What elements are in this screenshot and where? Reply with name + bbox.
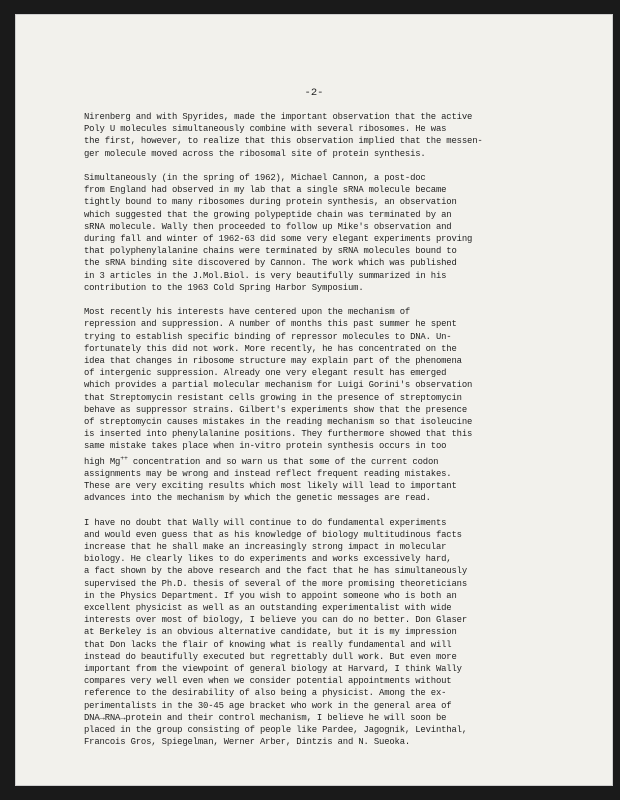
text-line: perimentalists in the 30-45 age bracket who work in the general area of: [84, 700, 452, 711]
text-line: in 3 articles in the J.Mol.Biol. is very beautifully summarized in his: [84, 270, 447, 281]
text-line: Francois Gros, Spiegelman, Werner Arber, Dintzis and N. Sueoka.: [84, 737, 411, 748]
text-line: assignments may be wrong and instead reflect frequent reading mistakes.: [84, 468, 452, 479]
text-line: which suggested that the growing polypeptide chain was terminated by an: [84, 209, 452, 220]
text-line: the sRNA binding site discovered by Cannon. The work which was published: [84, 258, 457, 269]
letter-body: [84, 111, 554, 761]
text-line: trying to establish specific binding of repressor molecules to DNA. Un-: [84, 331, 452, 342]
text-line: increase that he shall make an increasingly strong impact in molecular: [84, 542, 447, 553]
text-line: Simultaneously (in the spring of 1962), Michael Cannon, a post-doc: [84, 173, 426, 183]
page-number: -2-: [304, 87, 324, 99]
text-line: high Mg++ concentration and so warn us that some of the current codon: [84, 454, 439, 467]
letter-page: [15, 14, 613, 786]
text-line: ger molecule moved across the ribosomal site of protein synthesis.: [84, 148, 426, 159]
paragraph-3: [84, 306, 554, 504]
text-line: that polyphenylalanine chains were terminated by sRNA molecules bound to: [84, 246, 457, 257]
text-line: reference to the desirability of also being a physicist. Among the ex-: [84, 688, 447, 699]
text-line: instead do beautifully executed but regrettably dull work. But even more: [84, 651, 457, 662]
text-line: and would even guess that as his knowledge of biology multitudinous facts: [84, 529, 462, 540]
text-line: a fact shown by the above research and the fact that he has simultaneously: [84, 566, 468, 577]
text-line: DNA→RNA→protein and their control mechanism, I believe he will soon be: [84, 712, 447, 723]
paragraph-2: [84, 172, 554, 294]
paragraph-1: [84, 111, 554, 160]
text-line: behave as suppressor strains. Gilbert's experiments show that the presence: [84, 404, 468, 415]
text-line: contribution to the 1963 Cold Spring Harbor Symposium.: [84, 282, 364, 293]
text-line: important from the viewpoint of general biology at Harvard, I think Wally: [84, 664, 462, 675]
text-line: These are very exciting results which most likely will lead to important: [84, 481, 457, 492]
text-line: repression and suppression. A number of months this past summer he spent: [84, 319, 457, 330]
superscript: ++: [120, 454, 128, 462]
text-line: during fall and winter of 1962-63 did some very elegant experiments proving: [84, 234, 473, 245]
text-line: from England had observed in my lab that a single sRNA molecule became: [84, 185, 447, 196]
text-line: idea that changes in ribosome structure may explain part of the phenomena: [84, 356, 462, 367]
text-line: tightly bound to many ribosomes during protein synthesis, an observation: [84, 197, 457, 208]
text-line: excellent physicist as well as an outstanding experimentalist with wide: [84, 603, 452, 614]
text-line: Most recently his interests have centered upon the mechanism of: [84, 307, 411, 318]
text-line: same mistake takes place when in-vitro protein synthesis occurs in too: [84, 441, 447, 452]
text-line: fortunately this did not work. More recently, he has concentrated on the: [84, 343, 457, 354]
text-line: of intergenic suppression. Already one very elegant result has emerged: [84, 368, 447, 379]
text-line: biology. He clearly likes to do experiments and works excessively hard,: [84, 554, 452, 565]
text-line: the first, however, to realize that this observation implied that the messen-: [84, 136, 483, 147]
text-line: in the Physics Department. If you wish to appoint someone who is both an: [84, 590, 457, 601]
text-line: at Berkeley is an obvious alternative candidate, but it is my impression: [84, 627, 457, 638]
text-line: compares very well even when we consider potential appointments without: [84, 676, 452, 687]
text-line: I have no doubt that Wally will continue to do fundamental experiments: [84, 517, 447, 528]
paragraph-4: [84, 517, 554, 749]
text-line: placed in the group consisting of people like Pardee, Jagognik, Levinthal,: [84, 725, 468, 736]
text-line: Nirenberg and with Spyrides, made the important observation that the active: [84, 112, 473, 122]
text-line: interests over most of biology, I believe you can do no better. Don Glaser: [84, 615, 468, 626]
text-line: of streptomycin causes mistakes in the reading mechanism so that isoleucine: [84, 417, 473, 428]
text-line: Poly U molecules simultaneously combine with several ribosomes. He was: [84, 124, 447, 135]
text-line: that Don lacks the flair of knowing what is really fundamental and will: [84, 639, 452, 650]
text-line: advances into the mechanism by which the genetic messages are read.: [84, 493, 431, 504]
text-line: sRNA molecule. Wally then proceeded to follow up Mike's observation and: [84, 221, 452, 232]
text-line: supervised the Ph.D. thesis of several of the more promising theoreticians: [84, 578, 468, 589]
text-line: is inserted into phenylalanine positions. They furthermore showed that this: [84, 429, 473, 440]
text-line: which provides a partial molecular mechanism for Luigi Gorini's observation: [84, 380, 473, 391]
text-line: that Streptomycin resistant cells growing in the presence of streptomycin: [84, 392, 462, 403]
